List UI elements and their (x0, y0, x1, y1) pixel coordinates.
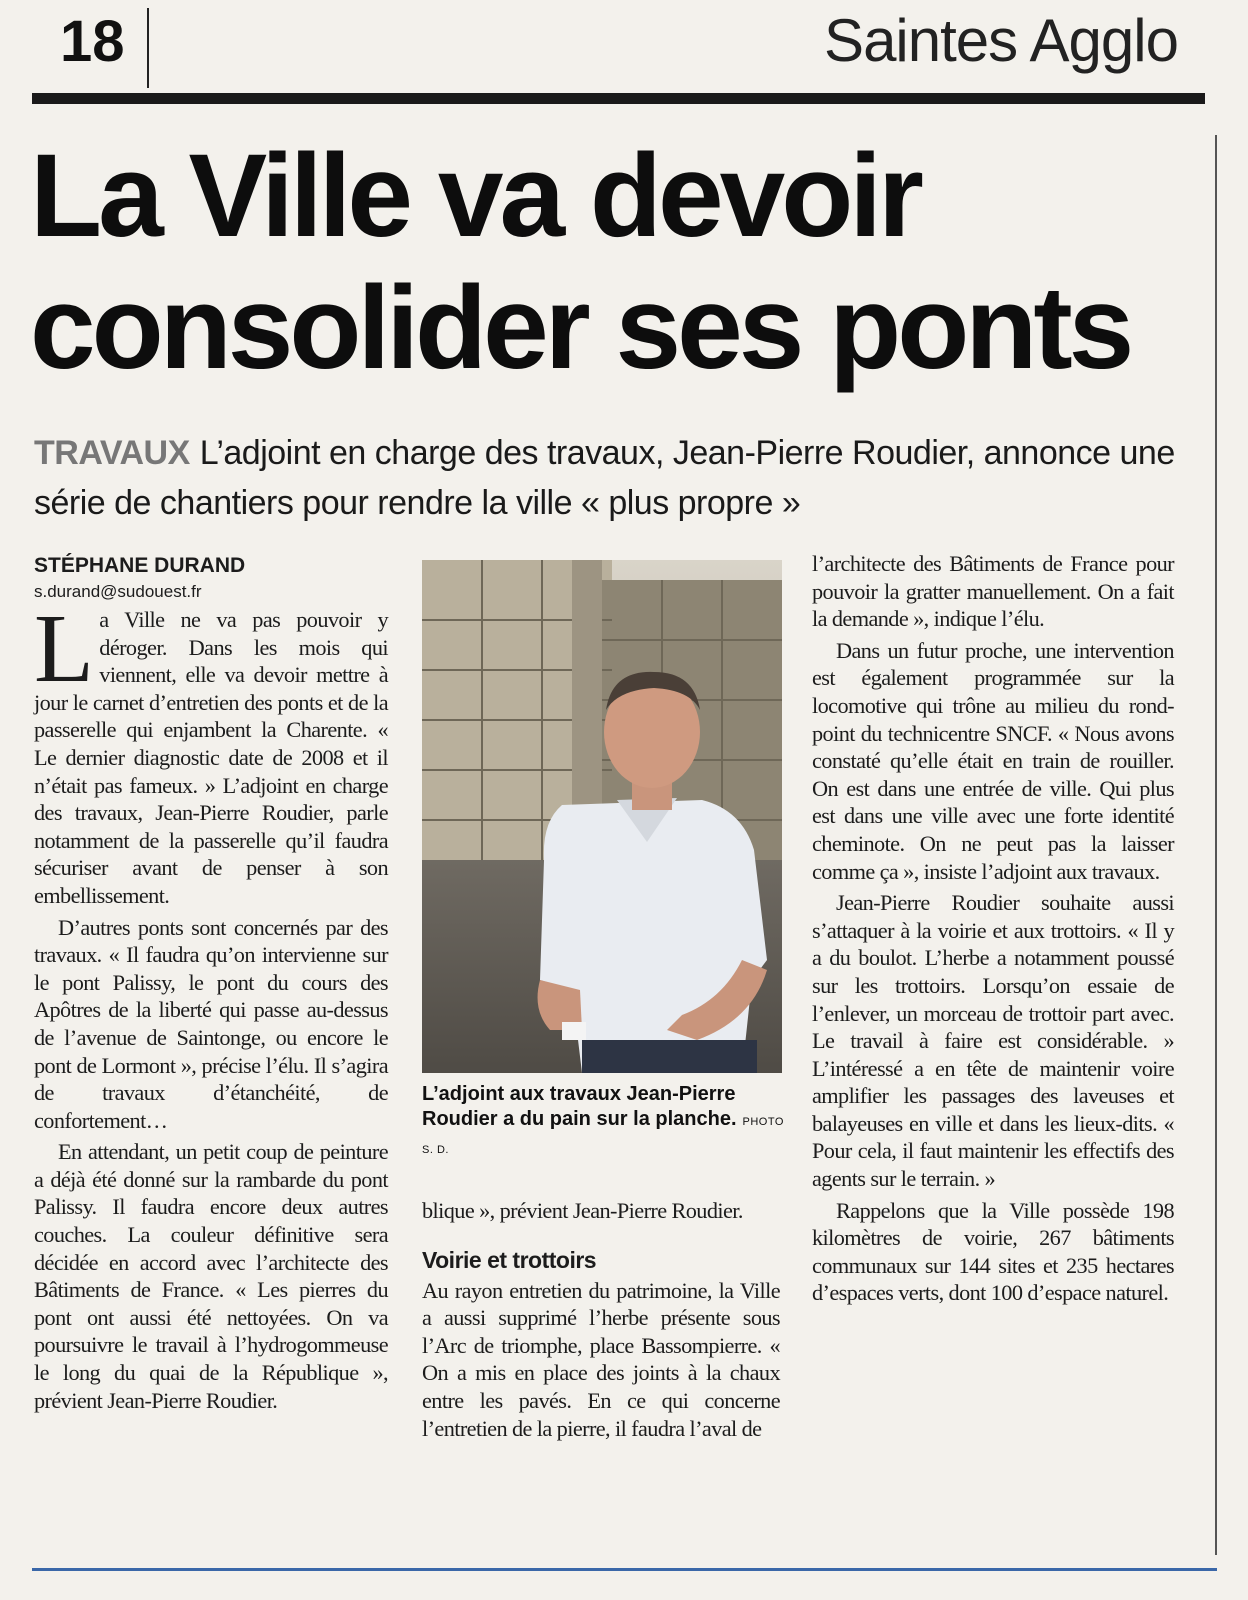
byline-email: s.durand@sudouest.fr (34, 582, 202, 601)
headline-line-1: La Ville va devoir (30, 130, 920, 262)
column-2 (422, 1197, 780, 1446)
subhead-text: L’adjoint en charge des travaux, Jean-Pierre Roudier, annonce une série de chantiers pour rendre la ville « plus propre » (34, 434, 1175, 522)
photo-illustration (422, 560, 782, 1073)
kicker: TRAVAUX (34, 434, 190, 472)
paragraph-1-text: a Ville ne va pas pouvoir y déroger. Dans les mois qui viennent, elle va devoir mettre à jour le carnet d’entretien des ponts et de la passerelle qui enjambent la Charente. « Le dernier diagnostic date de 2008 et il n’était pas fameux. » L’adjoint en charge des travaux, Jean-Pierre Roudier, parle notamment de la passerelle qu’il faudra sécuriser avant de penser à son embellissement. (34, 607, 388, 908)
photo-caption (422, 1082, 787, 1163)
column-3-paragraph-1: l’architecte des Bâtiments de France pour pouvoir la gratter manuellement. On a fait la demande », indique l’élu. (812, 551, 1174, 632)
paragraph-3: En attendant, un petit coup de peinture a déjà été donné sur la rambarde du pont Palissy. Il faudra encore deux autres couches. La couleur définitive sera décidée en accord avec l’architecte des Bâtiments de France. « Les pierres du pont ont aussi été nettoyées. On va poursuivre le travail à l’hydrogommeuse le long du quai de la République », prévient Jean-Pierre Roudier. (34, 1139, 388, 1413)
subhead (34, 428, 1214, 528)
article-photo (422, 560, 782, 1073)
top-rule (32, 93, 1205, 104)
column-3 (812, 550, 1174, 1311)
column-1 (34, 552, 388, 1418)
section-subtitle: Voirie et trottoirs (422, 1246, 597, 1273)
section-name: Saintes Agglo (824, 7, 1178, 74)
page-number: 18 (60, 9, 125, 74)
column-2-continuation: blique », prévient Jean-Pierre Roudier. (422, 1198, 743, 1223)
paragraph-4: Au rayon entretien du patrimoine, la Ville a aussi supprimé l’herbe présente sous l’Arc de triomphe, place Bassompierre. « On a mis en place des joints à la chaux entre les pavés. En ce qui concerne l’entretien de la pierre, il faudra l’aval de (422, 1277, 780, 1441)
bottom-rule (32, 1568, 1217, 1571)
page-number-divider (147, 8, 149, 88)
headline (30, 130, 1200, 394)
paragraph-2: D’autres ponts sont concernés par des travaux. « Il faudra qu’on intervienne sur le pont Palissy, le pont du cours des Apôtres de la liberté qui passe au-dessus de l’avenue de Saintonge, ou encore le pont de Lormont », précise l’élu. Il s’agira de travaux d’étanchéité, de confortement… (34, 914, 388, 1133)
drop-cap: L (34, 595, 94, 703)
byline-author: STÉPHANE DURAND (34, 554, 246, 577)
column-3-paragraph-4: Rappelons que la Ville possède 198 kilomètres de voirie, 267 bâtiments communaux sur 144 sites et 235 hectares d’espaces verts, dont 100 d’espace naturel. (812, 1197, 1174, 1306)
caption-text: L’adjoint aux travaux Jean-Pierre Roudier a du pain sur la planche. (422, 1083, 737, 1130)
headline-line-2: consolider ses ponts (30, 262, 1131, 394)
photo-credit: PHOTO S. D. (422, 1116, 784, 1156)
right-column-rule (1215, 135, 1217, 1555)
column-3-paragraph-2: Dans un futur proche, une intervention est également programmée sur la locomotive qui trône au milieu du rond-point du technicentre SNCF. « Nous avons constaté qu’elle était en train de rouiller. On est dans une entrée de ville. Qui plus est dans une ville avec une forte identité cheminote. On ne peut pas la laisser comme ça », insiste l’adjoint aux travaux. (812, 637, 1174, 884)
column-3-paragraph-3: Jean-Pierre Roudier souhaite aussi s’attaquer à la voirie et aux trottoirs. « Il y a du boulot. L’herbe a notamment poussé sur les trottoirs. Lorsqu’on essaie de l’enlever, un morceau de trottoir part avec. Le travail à faire est considérable. » L’intéressé a en tête de maintenir voire amplifier les passages des laveuses et balayeuses en ville et dans les lieux-dits. « Pour cela, il faut maintenir les effectifs des agents sur le terrain. » (812, 890, 1174, 1192)
paragraph-1 (34, 595, 388, 910)
